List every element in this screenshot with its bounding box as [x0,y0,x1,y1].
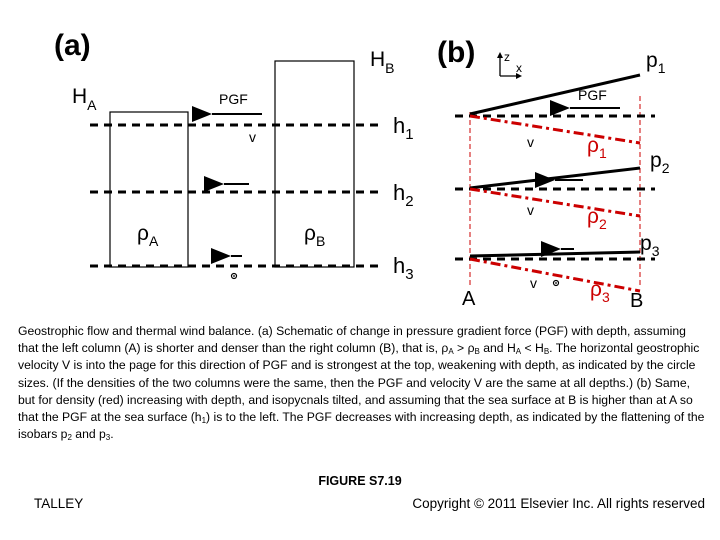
pgf-label-b: PGF [578,87,607,103]
label-h3: $h_3$ [393,253,414,283]
axis-z-arrowhead [497,52,503,58]
panel-a [54,29,414,283]
label-rho3: $\rho_3$ [590,278,610,305]
isopycnal-rho2 [470,189,640,216]
velocity-label-b1: v [527,134,534,150]
label-rho2: $\rho_2$ [587,205,607,232]
axis-z-label: z [504,50,510,64]
isopycnal-rho1 [470,116,640,143]
label-a: A [462,288,476,310]
footer-author: TALLEY [34,496,84,511]
isobar-p2 [470,168,640,188]
label-rho-b: $\rho_B$ [304,222,326,249]
panel-a-label: (a) [54,29,91,62]
isobar-p3 [470,252,640,256]
label-b: B [630,290,644,312]
panel-b [437,36,670,312]
footer-copyright: Copyright © 2011 Elsevier Inc. All rights reserved [412,496,705,511]
velocity-dot-icon [233,275,235,277]
velocity-label-b3: v [530,275,537,291]
label-hb: $H_B$ [370,48,395,76]
label-rho1: $\rho_1$ [587,134,607,161]
label-p2: $p_2$ [650,149,670,176]
label-p1: $p_1$ [646,49,666,76]
label-rho-a: $\rho_A$ [137,222,159,249]
label-ha: $H_A$ [72,85,97,113]
velocity-label-b2: v [527,202,534,218]
axis-x-label: x [516,61,522,75]
panel-b-label: (b) [437,36,476,69]
label-h1: $h_1$ [393,113,414,143]
label-p3: $p_3$ [640,232,660,259]
figure-caption: Geostrophic flow and thermal wind balance. (a) Schematic of change in pressure gradient force (PGF) with depth, assuming that the left column (A) is shorter and denser than the right column (B), that is, $\rho_A > \rho_B$ and $H_A < H_B$. The horizontal geostrophic velocity V is into the page for this direction of PGF and is strongest at the top, weakening with depth, as indicated by the circle sizes. (If the densities of the two columns were the same, then the PGF and velocity V are the same at all depths.) (b) Same, but for density (red) increasing with depth, and isopycnals tilted, and assuming that the sea surface at B is higher than at A so that the PGF at the sea surface $(h_1)$ is to the left. The PGF decreases with increasing depth, as indicated by the flattening of the isobars $p_2$ and $p_3$. [18,324,705,443]
pgf-label-a: PGF [219,91,248,107]
isopycnal-rho3 [470,259,640,291]
label-h2: $h_2$ [393,180,414,210]
velocity-dot-b-icon [555,282,557,284]
figure-number: FIGURE S7.19 [318,474,402,488]
velocity-label-a: v [249,129,256,145]
